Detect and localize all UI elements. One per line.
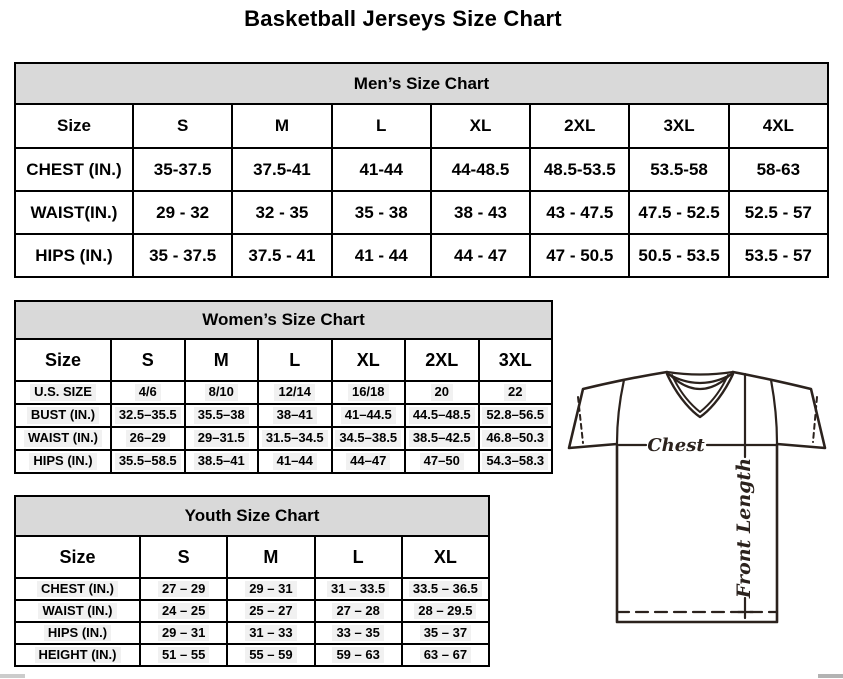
size-value-cell (402, 600, 489, 622)
size-value-cell (111, 381, 185, 404)
jersey-measurement-diagram (556, 360, 838, 628)
size-value-cell: 38 - 43 (431, 191, 530, 234)
cell-text: 38.5–41 (194, 453, 249, 469)
table-row (15, 622, 489, 644)
cell-text: 31 – 33 (245, 625, 296, 641)
size-value-cell: 53.5 - 57 (729, 234, 828, 277)
cell-text: 47–50 (420, 453, 464, 469)
cell-text: 44–47 (346, 453, 390, 469)
size-value-cell (111, 404, 185, 427)
cell-text: 52.8–56.5 (482, 407, 548, 423)
size-value-cell (140, 578, 227, 600)
cell-text: 22 (504, 384, 526, 400)
table-row (15, 450, 552, 473)
cell-text: 25 – 27 (245, 603, 296, 619)
size-value-cell: 41-44 (332, 148, 431, 191)
size-value-cell (227, 622, 314, 644)
mens-column-header: 4XL (729, 104, 828, 148)
cell-text: 38.5–42.5 (409, 430, 475, 446)
cell-text: 29 – 31 (245, 581, 296, 597)
horizontal-scrollbar-fragment-left[interactable] (0, 674, 25, 678)
womens-column-header: Size (15, 339, 111, 381)
table-row (15, 234, 828, 277)
cell-text: 29 – 31 (158, 625, 209, 641)
row-label (15, 427, 111, 450)
row-label (15, 578, 140, 600)
youth-column-header: M (227, 536, 314, 578)
size-value-cell (315, 600, 402, 622)
cell-text: 28 – 29.5 (414, 603, 476, 619)
size-value-cell (479, 404, 553, 427)
table-row (15, 148, 828, 191)
size-value-cell (111, 427, 185, 450)
size-value-cell: 29 - 32 (133, 191, 232, 234)
size-value-cell (185, 450, 259, 473)
size-value-cell: 35 - 38 (332, 191, 431, 234)
youth-column-header: S (140, 536, 227, 578)
cell-text: 16/18 (348, 384, 389, 400)
size-value-cell: 47.5 - 52.5 (629, 191, 728, 234)
womens-chart-title: Women’s Size Chart (15, 301, 552, 339)
cell-text: 41–44 (273, 453, 317, 469)
mens-column-header: XL (431, 104, 530, 148)
size-value-cell (140, 600, 227, 622)
womens-column-header: 2XL (405, 339, 479, 381)
size-value-cell (332, 450, 406, 473)
youth-column-header: Size (15, 536, 140, 578)
row-label (15, 600, 140, 622)
table-row (15, 381, 552, 404)
table-row (15, 578, 489, 600)
horizontal-scrollbar-fragment-right[interactable] (818, 674, 843, 678)
cell-text: 54.3–58.3 (482, 453, 548, 469)
table-row (15, 600, 489, 622)
cell-text: U.S. SIZE (30, 384, 96, 400)
row-label: WAIST(IN.) (15, 191, 133, 234)
table-row (15, 427, 552, 450)
cell-text: CHEST (IN.) (37, 581, 118, 597)
cell-text: 33 – 35 (332, 625, 383, 641)
size-value-cell (332, 381, 406, 404)
size-value-cell (479, 450, 553, 473)
row-label (15, 622, 140, 644)
youth-chart-title: Youth Size Chart (15, 496, 489, 536)
cell-text: 31 – 33.5 (327, 581, 389, 597)
page-title: Basketball Jerseys Size Chart (244, 6, 562, 31)
size-value-cell: 41 - 44 (332, 234, 431, 277)
womens-column-header: L (258, 339, 332, 381)
table-row (15, 404, 552, 427)
size-value-cell (405, 427, 479, 450)
cell-text: 26–29 (126, 430, 170, 446)
womens-column-header: S (111, 339, 185, 381)
size-value-cell (405, 381, 479, 404)
size-value-cell: 43 - 47.5 (530, 191, 629, 234)
cell-text: 35.5–38 (194, 407, 249, 423)
size-value-cell (332, 427, 406, 450)
row-label: CHEST (IN.) (15, 148, 133, 191)
cell-text: 44.5–48.5 (409, 407, 475, 423)
size-value-cell: 37.5 - 41 (232, 234, 331, 277)
size-value-cell: 50.5 - 53.5 (629, 234, 728, 277)
size-value-cell: 48.5-53.5 (530, 148, 629, 191)
cell-text: WAIST (IN.) (38, 603, 116, 619)
row-label (15, 644, 140, 666)
size-value-cell: 44 - 47 (431, 234, 530, 277)
size-value-cell (227, 644, 314, 666)
cell-text: 31.5–34.5 (262, 430, 328, 446)
size-value-cell: 32 - 35 (232, 191, 331, 234)
size-value-cell (258, 381, 332, 404)
cell-text: 32.5–35.5 (115, 407, 181, 423)
size-value-cell: 52.5 - 57 (729, 191, 828, 234)
size-value-cell (315, 644, 402, 666)
cell-text: WAIST (IN.) (24, 430, 102, 446)
size-value-cell (258, 404, 332, 427)
cell-text: 46.8–50.3 (482, 430, 548, 446)
cell-text: HIPS (IN.) (44, 625, 111, 641)
cell-text: BUST (IN.) (27, 407, 99, 423)
size-value-cell (227, 578, 314, 600)
row-label (15, 450, 111, 473)
cell-text: 8/10 (205, 384, 238, 400)
size-value-cell (185, 381, 259, 404)
row-label: HIPS (IN.) (15, 234, 133, 277)
youth-column-header: XL (402, 536, 489, 578)
cell-text: 38–41 (273, 407, 317, 423)
mens-column-header: 2XL (530, 104, 629, 148)
size-value-cell: 35-37.5 (133, 148, 232, 191)
size-value-cell (227, 600, 314, 622)
cell-text: 51 – 55 (158, 647, 209, 663)
cell-text: 55 – 59 (245, 647, 296, 663)
cell-text: 12/14 (274, 384, 315, 400)
cell-text: 4/6 (135, 384, 161, 400)
row-label (15, 404, 111, 427)
womens-column-header: M (185, 339, 259, 381)
cell-text: 34.5–38.5 (335, 430, 401, 446)
size-value-cell (140, 622, 227, 644)
mens-column-header: Size (15, 104, 133, 148)
size-value-cell (315, 578, 402, 600)
size-value-cell: 37.5-41 (232, 148, 331, 191)
size-value-cell (405, 404, 479, 427)
jersey-diagram-icon (556, 360, 838, 628)
size-value-cell (185, 404, 259, 427)
size-value-cell: 53.5-58 (629, 148, 728, 191)
size-value-cell (332, 404, 406, 427)
mens-column-header: M (232, 104, 331, 148)
cell-text: HEIGHT (IN.) (35, 647, 121, 663)
cell-text: 41–44.5 (341, 407, 396, 423)
mens-column-header: L (332, 104, 431, 148)
cell-text: HIPS (IN.) (29, 453, 96, 469)
size-value-cell (479, 381, 553, 404)
size-value-cell (402, 644, 489, 666)
size-value-cell: 47 - 50.5 (530, 234, 629, 277)
size-value-cell (140, 644, 227, 666)
table-row (15, 644, 489, 666)
row-label (15, 381, 111, 404)
mens-chart-title: Men’s Size Chart (15, 63, 828, 104)
youth-column-header: L (315, 536, 402, 578)
size-value-cell: 44-48.5 (431, 148, 530, 191)
size-value-cell (258, 450, 332, 473)
size-value-cell (258, 427, 332, 450)
size-value-cell (185, 427, 259, 450)
mens-column-header: S (133, 104, 232, 148)
size-value-cell (315, 622, 402, 644)
size-value-cell (479, 427, 553, 450)
mens-size-chart-table (14, 62, 829, 278)
cell-text: 59 – 63 (332, 647, 383, 663)
cell-text: 29–31.5 (194, 430, 249, 446)
cell-text: 35.5–58.5 (115, 453, 181, 469)
size-value-cell: 35 - 37.5 (133, 234, 232, 277)
cell-text: 27 – 29 (158, 581, 209, 597)
cell-text: 63 – 67 (420, 647, 471, 663)
table-row (15, 191, 828, 234)
cell-text: 33.5 – 36.5 (409, 581, 482, 597)
womens-column-header: 3XL (479, 339, 553, 381)
mens-column-header: 3XL (629, 104, 728, 148)
front-length-measure-label: Front Length (733, 457, 755, 599)
size-value-cell (402, 578, 489, 600)
size-value-cell (405, 450, 479, 473)
size-value-cell (111, 450, 185, 473)
cell-text: 24 – 25 (158, 603, 209, 619)
size-value-cell: 58-63 (729, 148, 828, 191)
cell-text: 35 – 37 (420, 625, 471, 641)
womens-size-chart-table (14, 300, 553, 474)
youth-size-chart-table (14, 495, 490, 667)
cell-text: 20 (431, 384, 453, 400)
cell-text: 27 – 28 (332, 603, 383, 619)
chest-measure-label: Chest (647, 435, 705, 456)
size-value-cell (402, 622, 489, 644)
womens-column-header: XL (332, 339, 406, 381)
